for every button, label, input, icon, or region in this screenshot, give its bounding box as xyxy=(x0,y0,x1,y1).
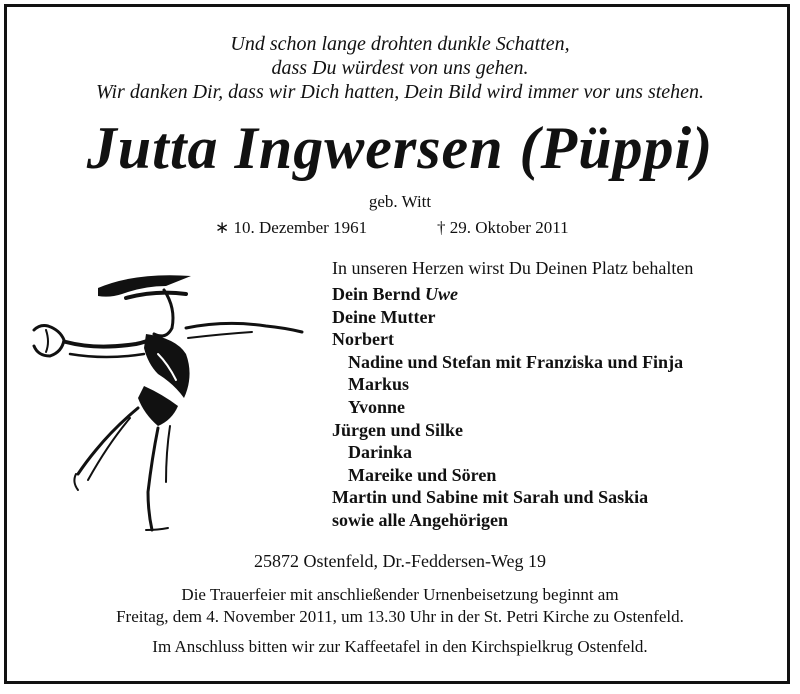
service-line: Die Trauerfeier mit anschließender Urnenbeisetzung beginnt am xyxy=(181,585,619,604)
reception-info: Im Anschluss bitten wir zur Kaffeetafel in den Kirchspielkrug Ostenfeld. xyxy=(152,637,648,656)
death-date: † 29. Oktober 2011 xyxy=(437,218,569,237)
shot-put-athlete-icon xyxy=(26,268,316,536)
poem-line: Und schon lange drohten dunkle Schatten, xyxy=(230,33,570,55)
family-member: Martin und Sabine mit Sarah und Saskia xyxy=(332,487,649,508)
birth-date: ∗ 10. Dezember 1961 xyxy=(215,218,368,237)
family-member xyxy=(332,283,683,306)
family-member: sowie alle Angehörigen xyxy=(332,509,508,530)
family-member-prefix: Dein Bernd xyxy=(332,284,426,304)
family-member: Nadine und Stefan mit Franziska und Finja xyxy=(348,351,684,372)
family-member: Markus xyxy=(348,374,410,395)
poem-line: dass Du würdest von uns gehen. xyxy=(271,57,529,79)
family-member: Yvonne xyxy=(348,396,406,417)
family-member: Norbert xyxy=(332,329,394,350)
family-member: Darinka xyxy=(348,442,413,463)
poem-line: Wir danken Dir, dass wir Dich hatten, Dein Bild wird immer vor uns stehen. xyxy=(95,81,705,103)
opening-poem xyxy=(0,32,800,104)
family-member-nickname: Uwe xyxy=(425,284,459,304)
family-member: Mareike und Sören xyxy=(348,464,497,485)
funeral-service-info xyxy=(0,584,800,628)
maiden-name: geb. Witt xyxy=(368,192,432,211)
motto: In unseren Herzen wirst Du Deinen Platz behalten xyxy=(332,258,694,278)
family-member: Jürgen und Silke xyxy=(332,419,464,440)
service-line: Freitag, dem 4. November 2011, um 13.30 Uhr in der St. Petri Kirche zu Ostenfeld. xyxy=(116,607,684,626)
family-list xyxy=(332,283,683,532)
address: 25872 Ostenfeld, Dr.-Feddersen-Weg 19 xyxy=(254,551,546,571)
family-member: Deine Mutter xyxy=(332,306,436,327)
deceased-name: Jutta Ingwersen (Püppi) xyxy=(86,115,714,181)
